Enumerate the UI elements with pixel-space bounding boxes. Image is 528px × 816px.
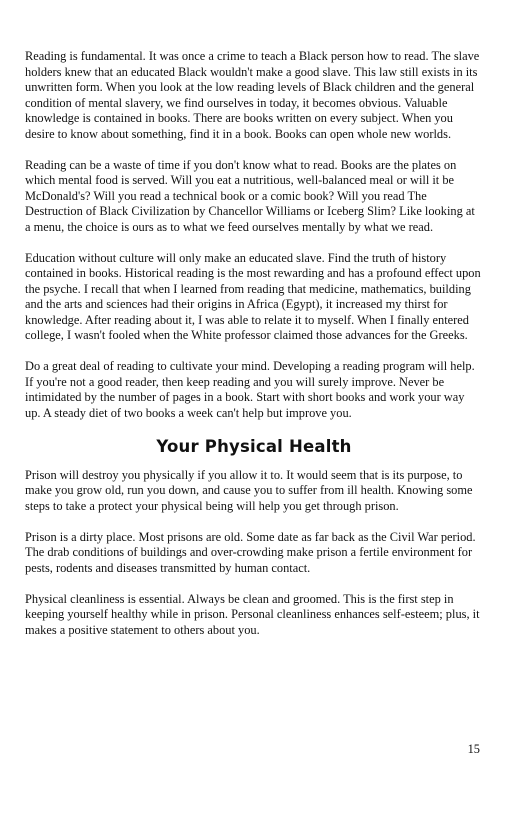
section-heading: Your Physical Health [156, 436, 352, 456]
page-body [25, 49, 483, 654]
paragraph-education-culture: Education without culture will only make an educated slave. Find the truth of history contained in books. Historical reading is the most rewarding and has a profound effect upon the psyche. I recall that when I learned from reading that medicine, mathematics, building and the arts and sciences had their origins in Africa (Egypt), it increased my thirst for knowledge. After reading about it, I was able to relate it to myself. When I finally entered college, I wasn't fooled when the White professor claimed those advances for the Greeks. [25, 250, 481, 342]
paragraph-prison-destroys: Prison will destroy you physically if you allow it to. It would seem that is its purpose, to make you grow old, run you down, and cause you to suffer from ill health. Knowing some steps to take a protect your physical being will help you get through prison. [25, 467, 473, 513]
paragraph-reading-program: Do a great deal of reading to cultivate your mind. Developing a reading program will help. If you're not a good reader, then keep reading and you will surely improve. Never be intimidated by the number of pages in a book. Start with short books and work your way up. A steady diet of two books a week can't help but improve you. [25, 359, 475, 420]
paragraph-reading-fundamental: Reading is fundamental. It was once a crime to teach a Black person how to read. The slave holders knew that an educated Black wouldn't make a good slave. This law still exists in its unwritten form. When you look at the low reading levels of Black children and the general condition of mental slavery, we find ourselves in today, it becomes obvious. Valuable knowledge is contained in books. There are books written on every subject. When you desire to know about something, find it in a book. Books can open whole new worlds. [25, 49, 480, 141]
paragraph-dirty-place: Prison is a dirty place. Most prisons are old. Some date as far back as the Civil War period. The drab conditions of buildings and over-crowding make prison a fertile environment for pests, rodents and diseases transmitted by human contact. [25, 529, 476, 575]
paragraph-what-to-read: Reading can be a waste of time if you don't know what to read. Books are the plates on which mental food is served. Will you eat a nutritious, well-balanced meal or will it be McDonald's? Will you read a technical book or a comic book? Will you read The Destruction of Black Civilization by Chancellor Williams or Iceberg Slim? Like looking at a menu, the choice is ours as to what we feed ourselves mentally by what we read. [25, 157, 475, 234]
paragraph-cleanliness: Physical cleanliness is essential. Always be clean and groomed. This is the first step in keeping yourself healthy while in prison. Personal cleanliness enhances self-esteem; plus, it makes a positive statement to others about you. [25, 591, 480, 637]
page-number: 15 [467, 742, 480, 756]
